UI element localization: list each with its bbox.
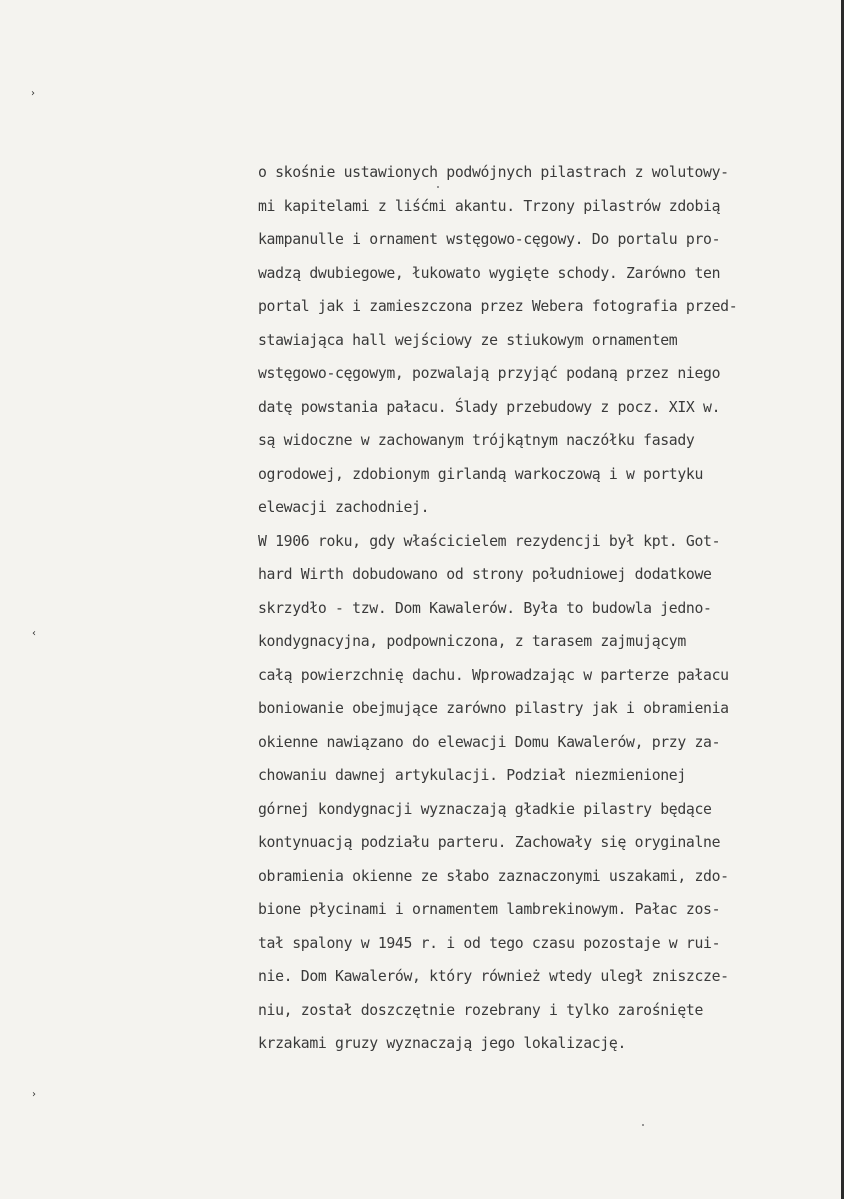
typewritten-text bbox=[258, 156, 844, 1061]
text-line: W 1906 roku, gdy właścicielem rezydencji był kpt. Got- bbox=[258, 532, 721, 550]
margin-mark: ‹ bbox=[32, 628, 36, 639]
text-line: kondygnacyjna, podpowniczona, z tarasem zajmującym bbox=[258, 633, 686, 650]
text-line: bione płycinami i ornamentem lambrekinowym. Pałac zos- bbox=[258, 901, 721, 918]
text-line: portal jak i zamieszczona przez Webera fotografia przed- bbox=[258, 298, 738, 315]
text-line: mi kapitelami z liśćmi akantu. Trzony pilastrów zdobią bbox=[258, 197, 721, 215]
text-line: datę powstania pałacu. Ślady przebudowy z pocz. XIX w. bbox=[258, 398, 721, 416]
text-line: nie. Dom Kawalerów, który również wtedy uległ zniszcze- bbox=[258, 968, 729, 985]
text-line: krzakami gruzy wyznaczają jego lokalizację. bbox=[258, 1035, 627, 1052]
text-line: boniowanie obejmujące zarówno pilastry jak i obramienia bbox=[258, 700, 729, 717]
text-line: niu, został doszczętnie rozebrany i tylko zarośnięte bbox=[258, 1001, 704, 1019]
text-line: kampanulle i ornament wstęgowo-cęgowy. Do portalu pro- bbox=[258, 231, 721, 248]
text-line: skrzydło - tzw. Dom Kawalerów. Była to budowla jedno- bbox=[258, 599, 712, 617]
text-line: stawiająca hall wejściowy ze stiukowym ornamentem bbox=[258, 331, 678, 349]
text-line: o skośnie ustawionych podwójnych pilastrach z wolutowy- bbox=[258, 164, 729, 181]
text-line: obramienia okienne ze słabo zaznaczonymi uszakami, zdo- bbox=[258, 867, 729, 885]
text-line: hard Wirth dobudowano od strony południowej dodatkowe bbox=[258, 566, 712, 583]
paper-speck bbox=[642, 1124, 644, 1126]
margin-mark: › bbox=[32, 1089, 36, 1100]
text-line: są widoczne w zachowanym trójkątnym naczółku fasady bbox=[258, 432, 695, 449]
text-line: chowaniu dawnej artykulacji. Podział niezmienionej bbox=[258, 767, 686, 784]
text-line: okienne nawiązano do elewacji Domu Kawalerów, przy za- bbox=[258, 733, 721, 751]
text-line: wstęgowo-cęgowym, pozwalają przyjąć podaną przez niego bbox=[258, 365, 721, 382]
text-line: wadzą dwubiegowe, łukowato wygięte schody. Zarówno ten bbox=[258, 264, 721, 282]
text-line: tał spalony w 1945 r. i od tego czasu pozostaje w rui- bbox=[258, 934, 721, 952]
margin-mark: › bbox=[31, 88, 35, 99]
text-line: elewacji zachodniej. bbox=[258, 499, 430, 516]
text-line: całą powierzchnię dachu. Wprowadzając w parterze pałacu bbox=[258, 666, 729, 684]
text-line: ogrodowej, zdobionym girlandą warkoczową i w portyku bbox=[258, 465, 704, 483]
text-line: kontynuacją podziału parteru. Zachowały się oryginalne bbox=[258, 834, 721, 851]
text-line: górnej kondygnacji wyznaczają gładkie pilastry będące bbox=[258, 800, 712, 818]
